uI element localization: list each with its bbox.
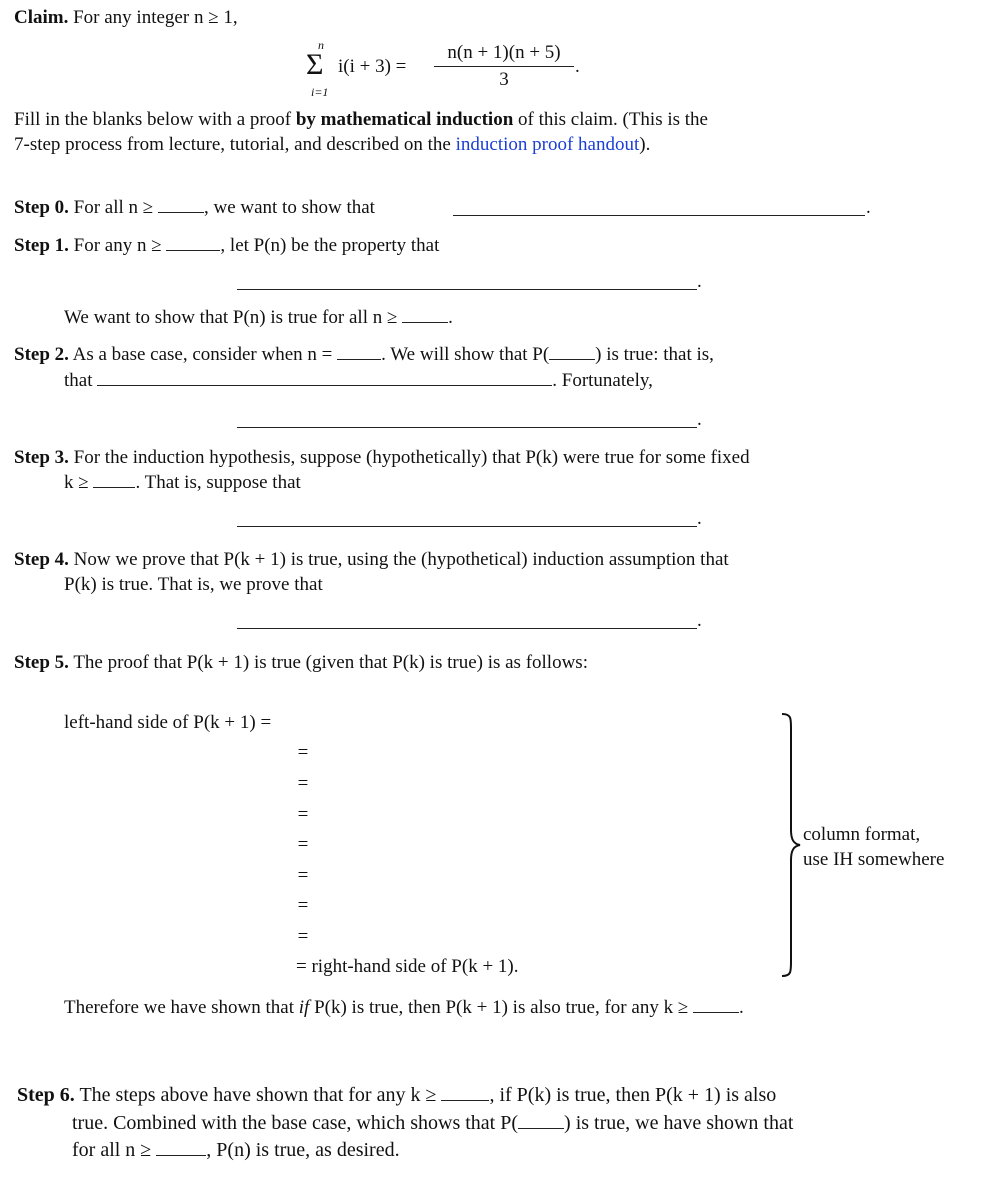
formula-period: . <box>575 56 580 77</box>
step-6-text-c: true. Combined with the base case, which shows that P( <box>72 1112 519 1134</box>
intro-line-1 <box>14 108 708 132</box>
claim-line <box>14 6 238 30</box>
step-2-text-d: that <box>64 370 93 391</box>
intro-line-2 <box>14 133 650 157</box>
step-6-blank-n[interactable] <box>156 1141 206 1156</box>
step-3-text-b: k ≥ <box>64 472 89 493</box>
step-1-blank-all-n[interactable] <box>402 308 448 323</box>
step-1-want-period: . <box>448 307 453 328</box>
intro-text-d: ). <box>639 134 651 155</box>
step-5-eq-5: = <box>297 865 309 886</box>
step-6-blank-k[interactable] <box>441 1086 489 1101</box>
step-4-line-2: P(k) is true. That is, we prove that <box>64 574 323 595</box>
step-2-label: Step 2. <box>14 344 69 365</box>
step-2-blank-statement[interactable] <box>97 371 552 386</box>
step-6-line-3 <box>72 1138 400 1162</box>
step-2 <box>14 343 714 367</box>
step-2-text-e: . Fortunately, <box>552 370 653 391</box>
step-4-period: . <box>697 610 702 631</box>
step-2-period: . <box>697 409 702 430</box>
step-6-text-f: , P(n) is true, as desired. <box>206 1139 400 1161</box>
claim-text: For any integer n ≥ 1, <box>73 7 238 28</box>
intro-bold: by mathematical induction <box>295 109 514 130</box>
brace-note-line-2: use IH somewhere <box>803 849 945 870</box>
step-3-line-2 <box>64 471 301 495</box>
step-6-text-e: for all n ≥ <box>72 1139 152 1161</box>
step-5-period: . <box>739 997 744 1018</box>
step-5-eq-4: = <box>297 834 309 855</box>
sum-lower-limit: i=1 <box>311 85 329 99</box>
step-1-label: Step 1. <box>14 235 69 256</box>
step-3-period: . <box>697 508 702 529</box>
step-5-eq-6: = <box>297 895 309 916</box>
step-0 <box>14 196 375 220</box>
step-6-label: Step 6. <box>17 1084 75 1106</box>
step-3-label: Step 3. <box>14 447 69 468</box>
step-3 <box>14 446 750 470</box>
step-3-blank-k[interactable] <box>93 473 135 488</box>
step-5-text-a: The proof that P(k + 1) is true (given that P(k) is true) is as follows: <box>73 652 588 673</box>
step-2-blank-n[interactable] <box>337 345 381 360</box>
intro-text-b: of this claim. (This is the <box>518 109 708 130</box>
step-2-text-b: . We will show that P( <box>381 344 550 365</box>
fraction-numerator: n(n + 1)(n + 5) <box>447 42 561 63</box>
step-0-blank-n[interactable] <box>158 198 204 213</box>
intro-text-c: 7-step process from lecture, tutorial, and described on the <box>14 134 451 155</box>
step-1-blank-n[interactable] <box>166 236 220 251</box>
step-2-line-2 <box>64 369 653 393</box>
step-0-text-b: , we want to show that <box>203 197 375 218</box>
step-4-text-a: Now we prove that P(k + 1) is true, using the (hypothetical) induction assumption that <box>73 549 729 570</box>
step-6-blank-base[interactable] <box>518 1114 564 1129</box>
step-5-eq-7: = <box>297 926 309 947</box>
step-5-therefore-a: Therefore we have shown that <box>64 997 295 1018</box>
step-5-if: if <box>298 997 310 1018</box>
step-2-verification-line[interactable] <box>237 427 697 428</box>
step-1-text-c: We want to show that P(n) is true for all n ≥ <box>64 307 398 328</box>
brace-note-line-1: column format, <box>803 824 921 845</box>
step-4-label: Step 4. <box>14 549 69 570</box>
step-1-property-line[interactable] <box>237 289 697 290</box>
step-5-eq-2: = <box>297 773 309 794</box>
step-1 <box>14 234 439 258</box>
step-1-text-b: , let P(n) be the property that <box>220 235 440 256</box>
step-2-text-c: ) is true: that is, <box>595 344 714 365</box>
claim-label: Claim. <box>14 7 69 28</box>
step-5-rhs: = right-hand side of P(k + 1). <box>296 956 519 977</box>
step-1-want <box>64 306 453 330</box>
step-3-text-a: For the induction hypothesis, suppose (hypothetically) that P(k) were true for some fixed <box>73 447 750 468</box>
step-6-text-d: ) is true, we have shown that <box>564 1112 794 1134</box>
step-5-eq-1: = <box>297 742 309 763</box>
step-5-therefore <box>64 996 744 1020</box>
step-6-text-a: The steps above have shown that for any k ≥ <box>79 1084 437 1106</box>
step-2-blank-p[interactable] <box>549 345 595 360</box>
step-0-period: . <box>866 197 871 218</box>
step-1-period: . <box>697 271 702 292</box>
step-4-goal-line[interactable] <box>237 628 697 629</box>
step-5-therefore-b: P(k) is true, then P(k + 1) is also true, for any k ≥ <box>314 997 689 1018</box>
step-1-text-a: For any n ≥ <box>73 235 162 256</box>
step-5 <box>14 651 588 675</box>
step-5-eq-3: = <box>297 804 309 825</box>
fraction-denominator: 3 <box>499 69 509 90</box>
step-5-label: Step 5. <box>14 652 69 673</box>
step-0-text-a: For all n ≥ <box>73 197 154 218</box>
step-5-lhs: left-hand side of P(k + 1) = <box>64 712 272 733</box>
step-0-label: Step 0. <box>14 197 69 218</box>
step-0-answer-line[interactable] <box>453 215 865 216</box>
step-3-hypothesis-line[interactable] <box>237 526 697 527</box>
intro-text-a: Fill in the blanks below with a proof <box>14 109 292 130</box>
step-6-line-2 <box>72 1111 793 1135</box>
fraction-bar <box>434 66 574 67</box>
sigma-symbol: Σ <box>306 48 324 81</box>
summand: i(i + 3) = <box>338 56 407 77</box>
step-2-text-a: As a base case, consider when n = <box>72 344 333 365</box>
step-3-text-c: . That is, suppose that <box>135 472 301 493</box>
step-5-blank-k[interactable] <box>693 998 739 1013</box>
step-6 <box>17 1083 776 1107</box>
right-brace-icon <box>780 712 802 978</box>
step-6-text-b: , if P(k) is true, then P(k + 1) is also <box>489 1084 777 1106</box>
induction-handout-link[interactable]: induction proof handout <box>455 134 640 155</box>
step-4 <box>14 548 729 572</box>
sum-upper-limit: n <box>318 38 324 52</box>
